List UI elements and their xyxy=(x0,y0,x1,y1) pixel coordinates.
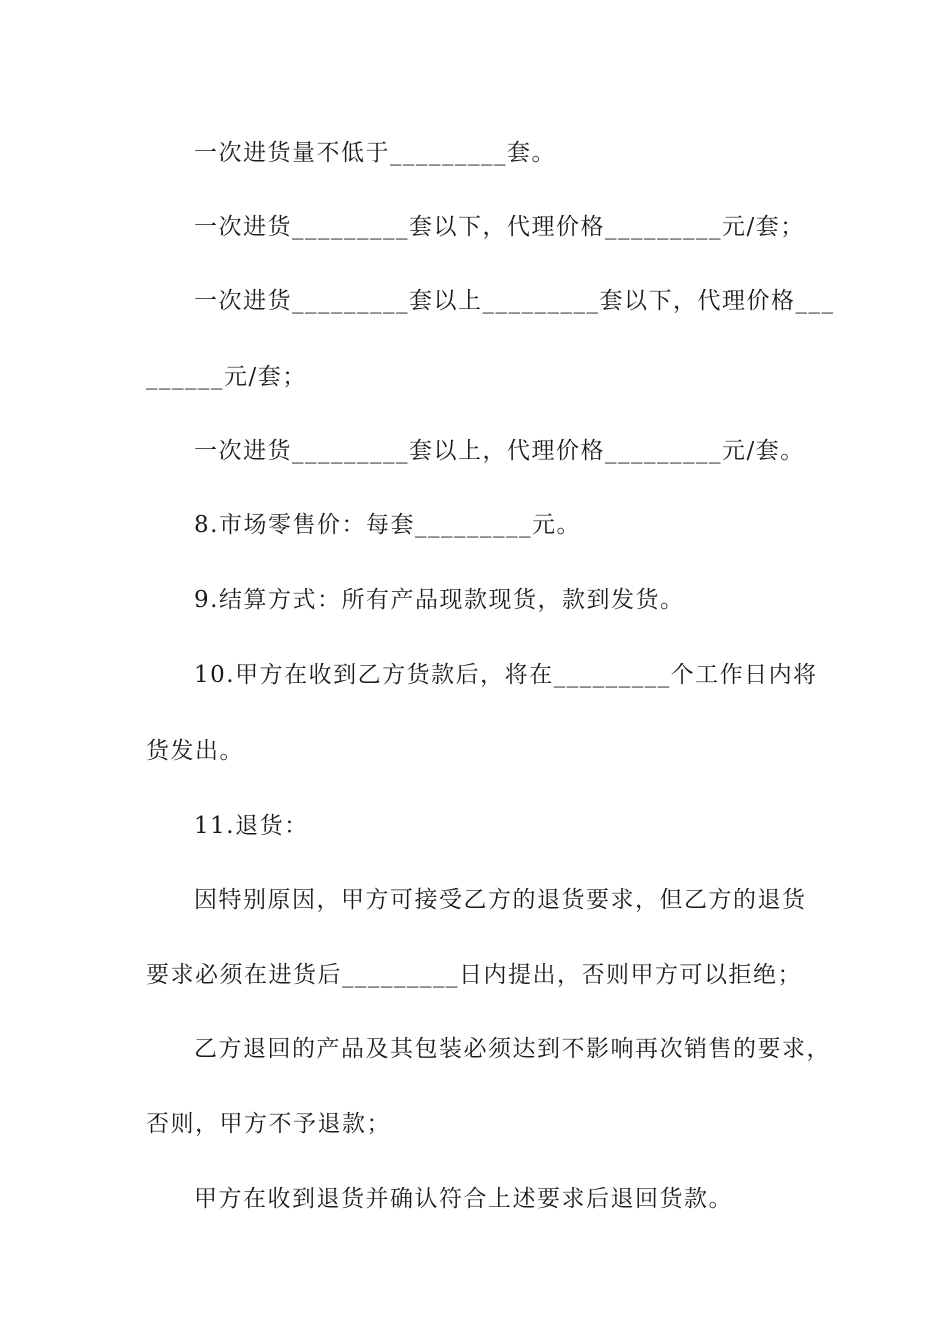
clause-11-returns-heading: 11.退货： xyxy=(194,813,309,839)
paragraph-price-tier-2: 一次进货_________套以上_________套以下，代理价格___ xyxy=(194,288,835,314)
paragraph-price-tier-1: 一次进货_________套以下，代理价格_________元/套； xyxy=(194,214,805,240)
paragraph-min-order: 一次进货量不低于_________套。 xyxy=(194,140,556,166)
paragraph-refund: 甲方在收到退货并确认符合上述要求后退回货款。 xyxy=(194,1186,733,1212)
paragraph-return-request: 因特别原因，甲方可接受乙方的退货要求，但乙方的退货 xyxy=(194,887,807,913)
clause-10-shipping: 10.甲方在收到乙方货款后，将在_________个工作日内将 xyxy=(194,662,818,688)
paragraph-price-tier-2-continued: ______元/套； xyxy=(146,364,307,390)
paragraph-return-request-continued: 要求必须在进货后_________日内提出，否则甲方可以拒绝； xyxy=(146,962,802,988)
clause-9-settlement: 9.结算方式：所有产品现款现货，款到发货。 xyxy=(194,587,685,613)
paragraph-return-condition: 乙方退回的产品及其包装必须达到不影响再次销售的要求， xyxy=(194,1036,831,1062)
paragraph-return-condition-continued: 否则，甲方不予退款； xyxy=(146,1111,391,1137)
clause-10-shipping-continued: 货发出。 xyxy=(146,738,244,764)
paragraph-price-tier-3: 一次进货_________套以上，代理价格_________元/套。 xyxy=(194,438,805,464)
clause-8-retail-price: 8.市场零售价：每套_________元。 xyxy=(194,512,581,538)
